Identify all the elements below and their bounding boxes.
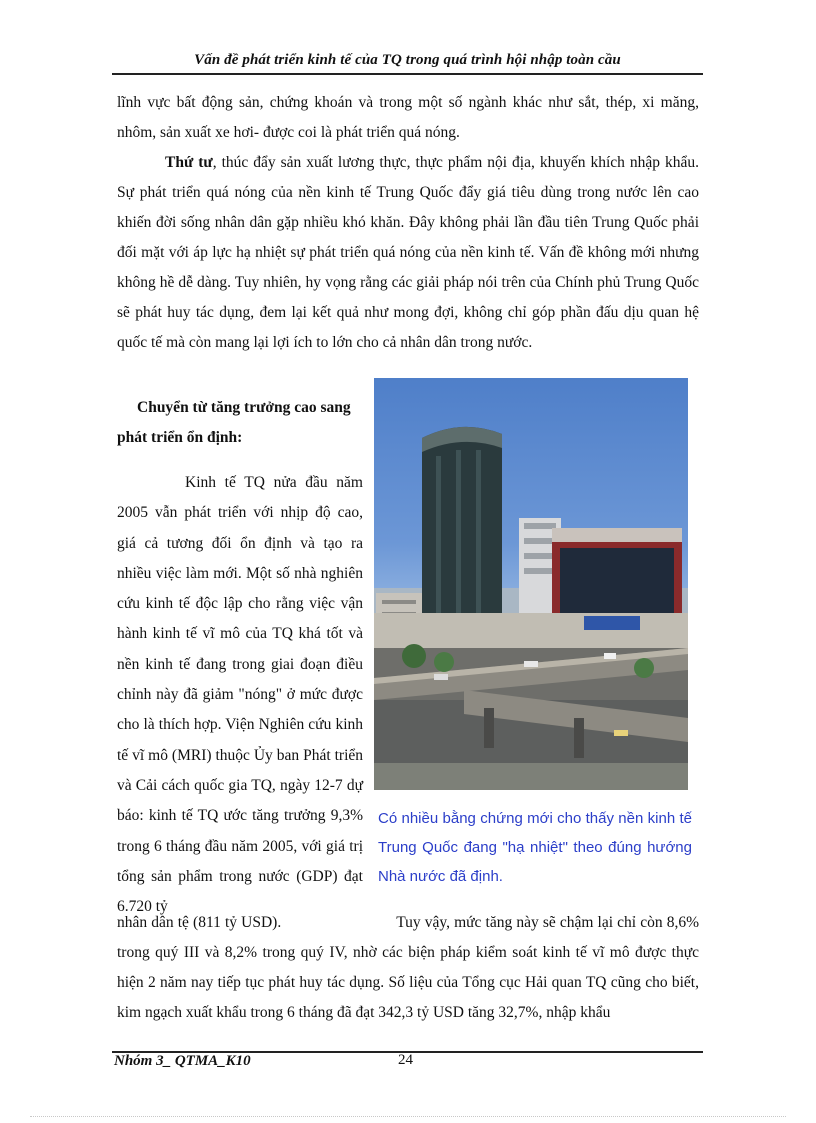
paragraph-2 <box>117 148 699 358</box>
section-column-text <box>117 468 363 922</box>
page-number: 24 <box>398 1052 413 1068</box>
tail-rest: Tuy vậy, mức tăng này sẽ chậm lại chỉ còn 8,6% trong quý III và 8,2% trong quý IV, nhờ các biện pháp kiểm soát kinh tế vĩ mô được thực hiện 2 năm nay tiếp tục phát huy tác dụng. Số liệu của Tổng cục Hải quan TQ cũng cho biết, kim ngạch xuất khẩu trong 6 tháng đã đạt 342,3 tỷ USD tăng 32,7%, nhập khẩu <box>117 914 699 1021</box>
paragraph-2-lead: Thứ tư <box>165 154 213 171</box>
paragraph-1: lĩnh vực bất động sản, chứng khoán và trong một số ngành khác như sắt, thép, xi măng, nhôm, sản xuất xe hơi- được coi là phát triển quá nóng. <box>117 94 699 141</box>
beijing-skyline-photo <box>374 378 688 790</box>
photo-illustration <box>374 378 688 790</box>
section-heading <box>117 393 375 453</box>
section-heading-text: Chuyển từ tăng trưởng cao sang phát triển ổn định: <box>117 399 351 446</box>
tail-start: nhân dân tệ (811 tỷ USD). <box>117 914 282 931</box>
header-rule <box>112 73 703 75</box>
footer-group-label: Nhóm 3_ QTMA_K10 <box>114 1053 251 1069</box>
page-bottom-dotted-line <box>30 1116 786 1117</box>
paragraph-2-body: , thúc đẩy sản xuất lương thực, thực phẩm nội địa, khuyến khích nhập khẩu. Sự phát triển quá nóng của nền kinh tế Trung Quốc đẩy giá tiêu dùng trong nước lên cao khiến đời sống nhân dân gặp nhiều khó khăn. Đây không phải lần đầu tiên Trung Quốc phải đối mặt với áp lực hạ nhiệt sự phát triển quá nóng của nền kinh tế. Vấn đề không mới nhưng không hề dễ dàng. Tuy nhiên, hy vọng rằng các giải pháp nói trên của Chính phủ Trung Quốc sẽ phát huy tác dụng, đem lại kết quả như mong đợi, không chỉ góp phần đấu dịu quan hệ quốc tế mà còn mang lại lợi ích to lớn cho cả nhân dân trong nước. <box>117 154 699 351</box>
page-header-title: Vấn đề phát triển kinh tế của TQ trong quá trình hội nhập toàn cầu <box>194 52 621 68</box>
tall-tower <box>422 427 502 628</box>
figure-caption: Có nhiều bằng chứng mới cho thấy nền kinh tế Trung Quốc đang "hạ nhiệt" theo đúng hướng Nhà nước đã định. <box>378 810 692 885</box>
continuation-text <box>117 908 699 1028</box>
column-text: Kinh tế TQ nửa đầu năm 2005 vẫn phát triển với nhịp độ cao, giá cả tương đối ổn định và tạo ra nhiều việc làm mới. Một số nhà nghiên cứu kinh tế độc lập cho rằng việc vận hành kinh tế vĩ mô của TQ khá tốt và nền kinh tế đang trong giai đoạn điều chỉnh này đã giảm "nóng" ở mức được cho là thích hợp. Viện Nghiên cứu kinh tế vĩ mô (MRI) thuộc Ủy ban Phát triển và Cải cách quốc gia TQ, ngày 12-7 dự báo: kinh tế TQ ước tăng trưởng 9,3% trong 6 tháng đầu năm 2005, với giá trị tổng sản phẩm trong nước (GDP) đạt 6.720 tỷ <box>117 474 363 916</box>
